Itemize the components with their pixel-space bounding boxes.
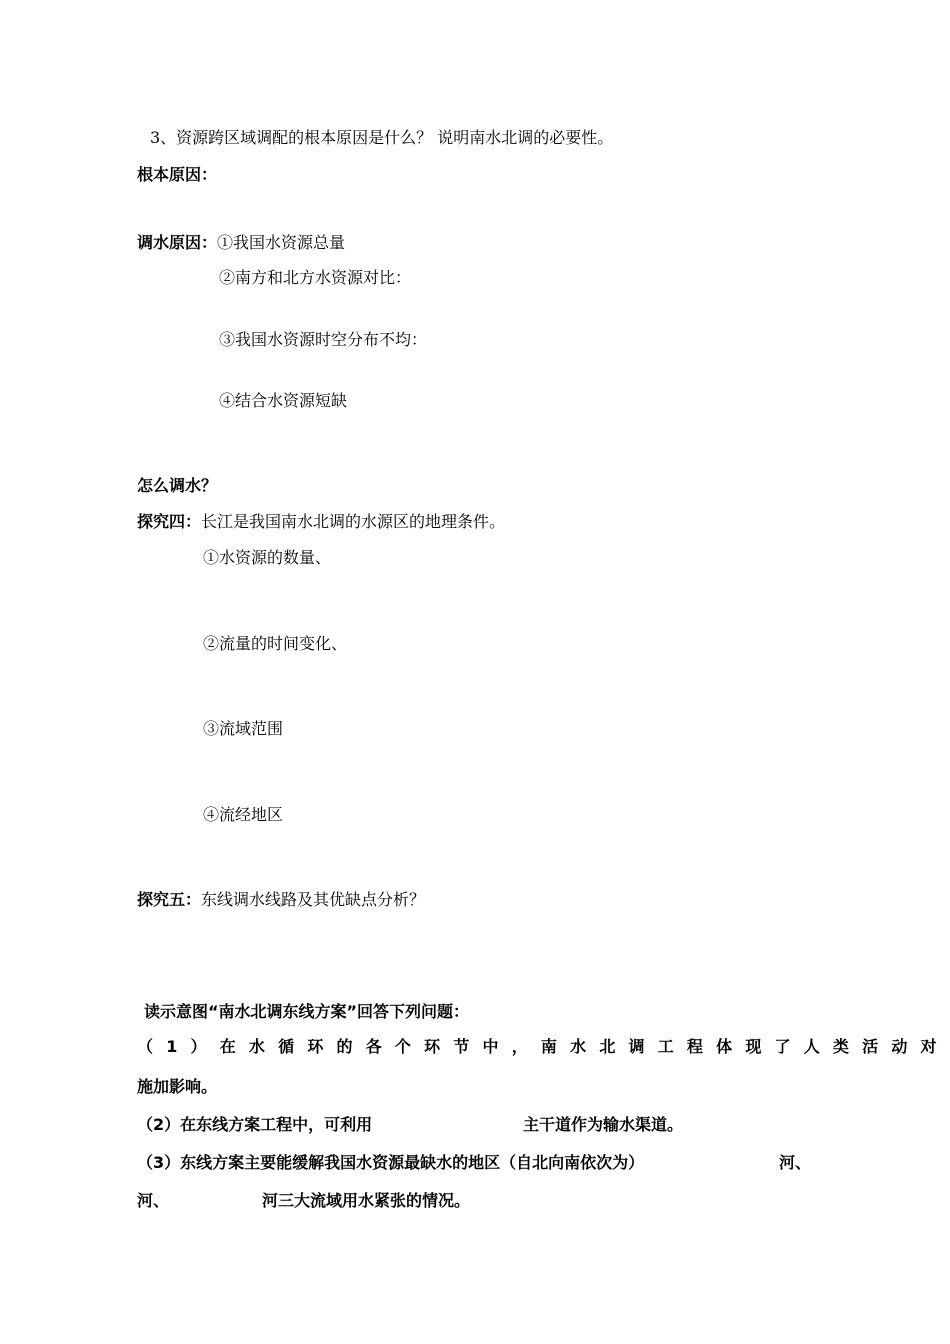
reason-item-1: ①我国水资源总量 — [217, 233, 346, 252]
reading-q3-part2: 河、 — [779, 1153, 812, 1172]
root-cause-label: 根本原因： — [137, 165, 218, 184]
reason-item-3: ③我国水资源时空分布不均： — [219, 330, 428, 349]
explore-4-label: 探究四： — [137, 512, 202, 531]
reading-q1-line2: 施加影响。 — [137, 1077, 218, 1096]
explore-4-item-1: ①水资源的数量、 — [203, 548, 332, 567]
explore-5-row — [137, 890, 425, 910]
reading-q3-line2-a: 河、 — [137, 1191, 170, 1210]
reason-row — [137, 233, 345, 253]
explore-5-label: 探究五： — [137, 890, 202, 909]
explore-4-row — [137, 512, 505, 532]
reading-q1-line1: （1）在水循环的各个环节中，南水北调工程体现了人类活动对 — [137, 1037, 950, 1056]
reason-item-4: ④结合水资源短缺 — [219, 391, 348, 410]
reading-q3-line2-b: 河三大流域用水紧张的情况。 — [262, 1191, 471, 1210]
reading-q2-part2: 主干道作为输水渠道。 — [523, 1115, 684, 1134]
reason-item-2: ②南方和北方水资源对比： — [219, 268, 412, 287]
explore-4-item-3: ③流域范围 — [203, 719, 284, 738]
question-3-title: 3、资源跨区域调配的根本原因是什么？ 说明南水北调的必要性。 — [150, 128, 614, 147]
explore-4-text: 长江是我国南水北调的水源区的地理条件。 — [201, 512, 506, 531]
how-title: 怎么调水？ — [137, 476, 218, 495]
explore-4-item-2: ②流量的时间变化、 — [203, 634, 348, 653]
reading-title: 读示意图“南水北调东线方案”回答下列问题： — [144, 1002, 470, 1021]
explore-4-item-4: ④流经地区 — [203, 805, 284, 824]
reason-label: 调水原因： — [137, 233, 218, 252]
reading-q3-part1: （3）东线方案主要能缓解我国水资源最缺水的地区（自北向南依次为） — [137, 1153, 645, 1172]
explore-5-text: 东线调水线路及其优缺点分析？ — [201, 890, 426, 909]
reading-q2-part1: （2）在东线方案工程中，可利用 — [137, 1115, 373, 1134]
